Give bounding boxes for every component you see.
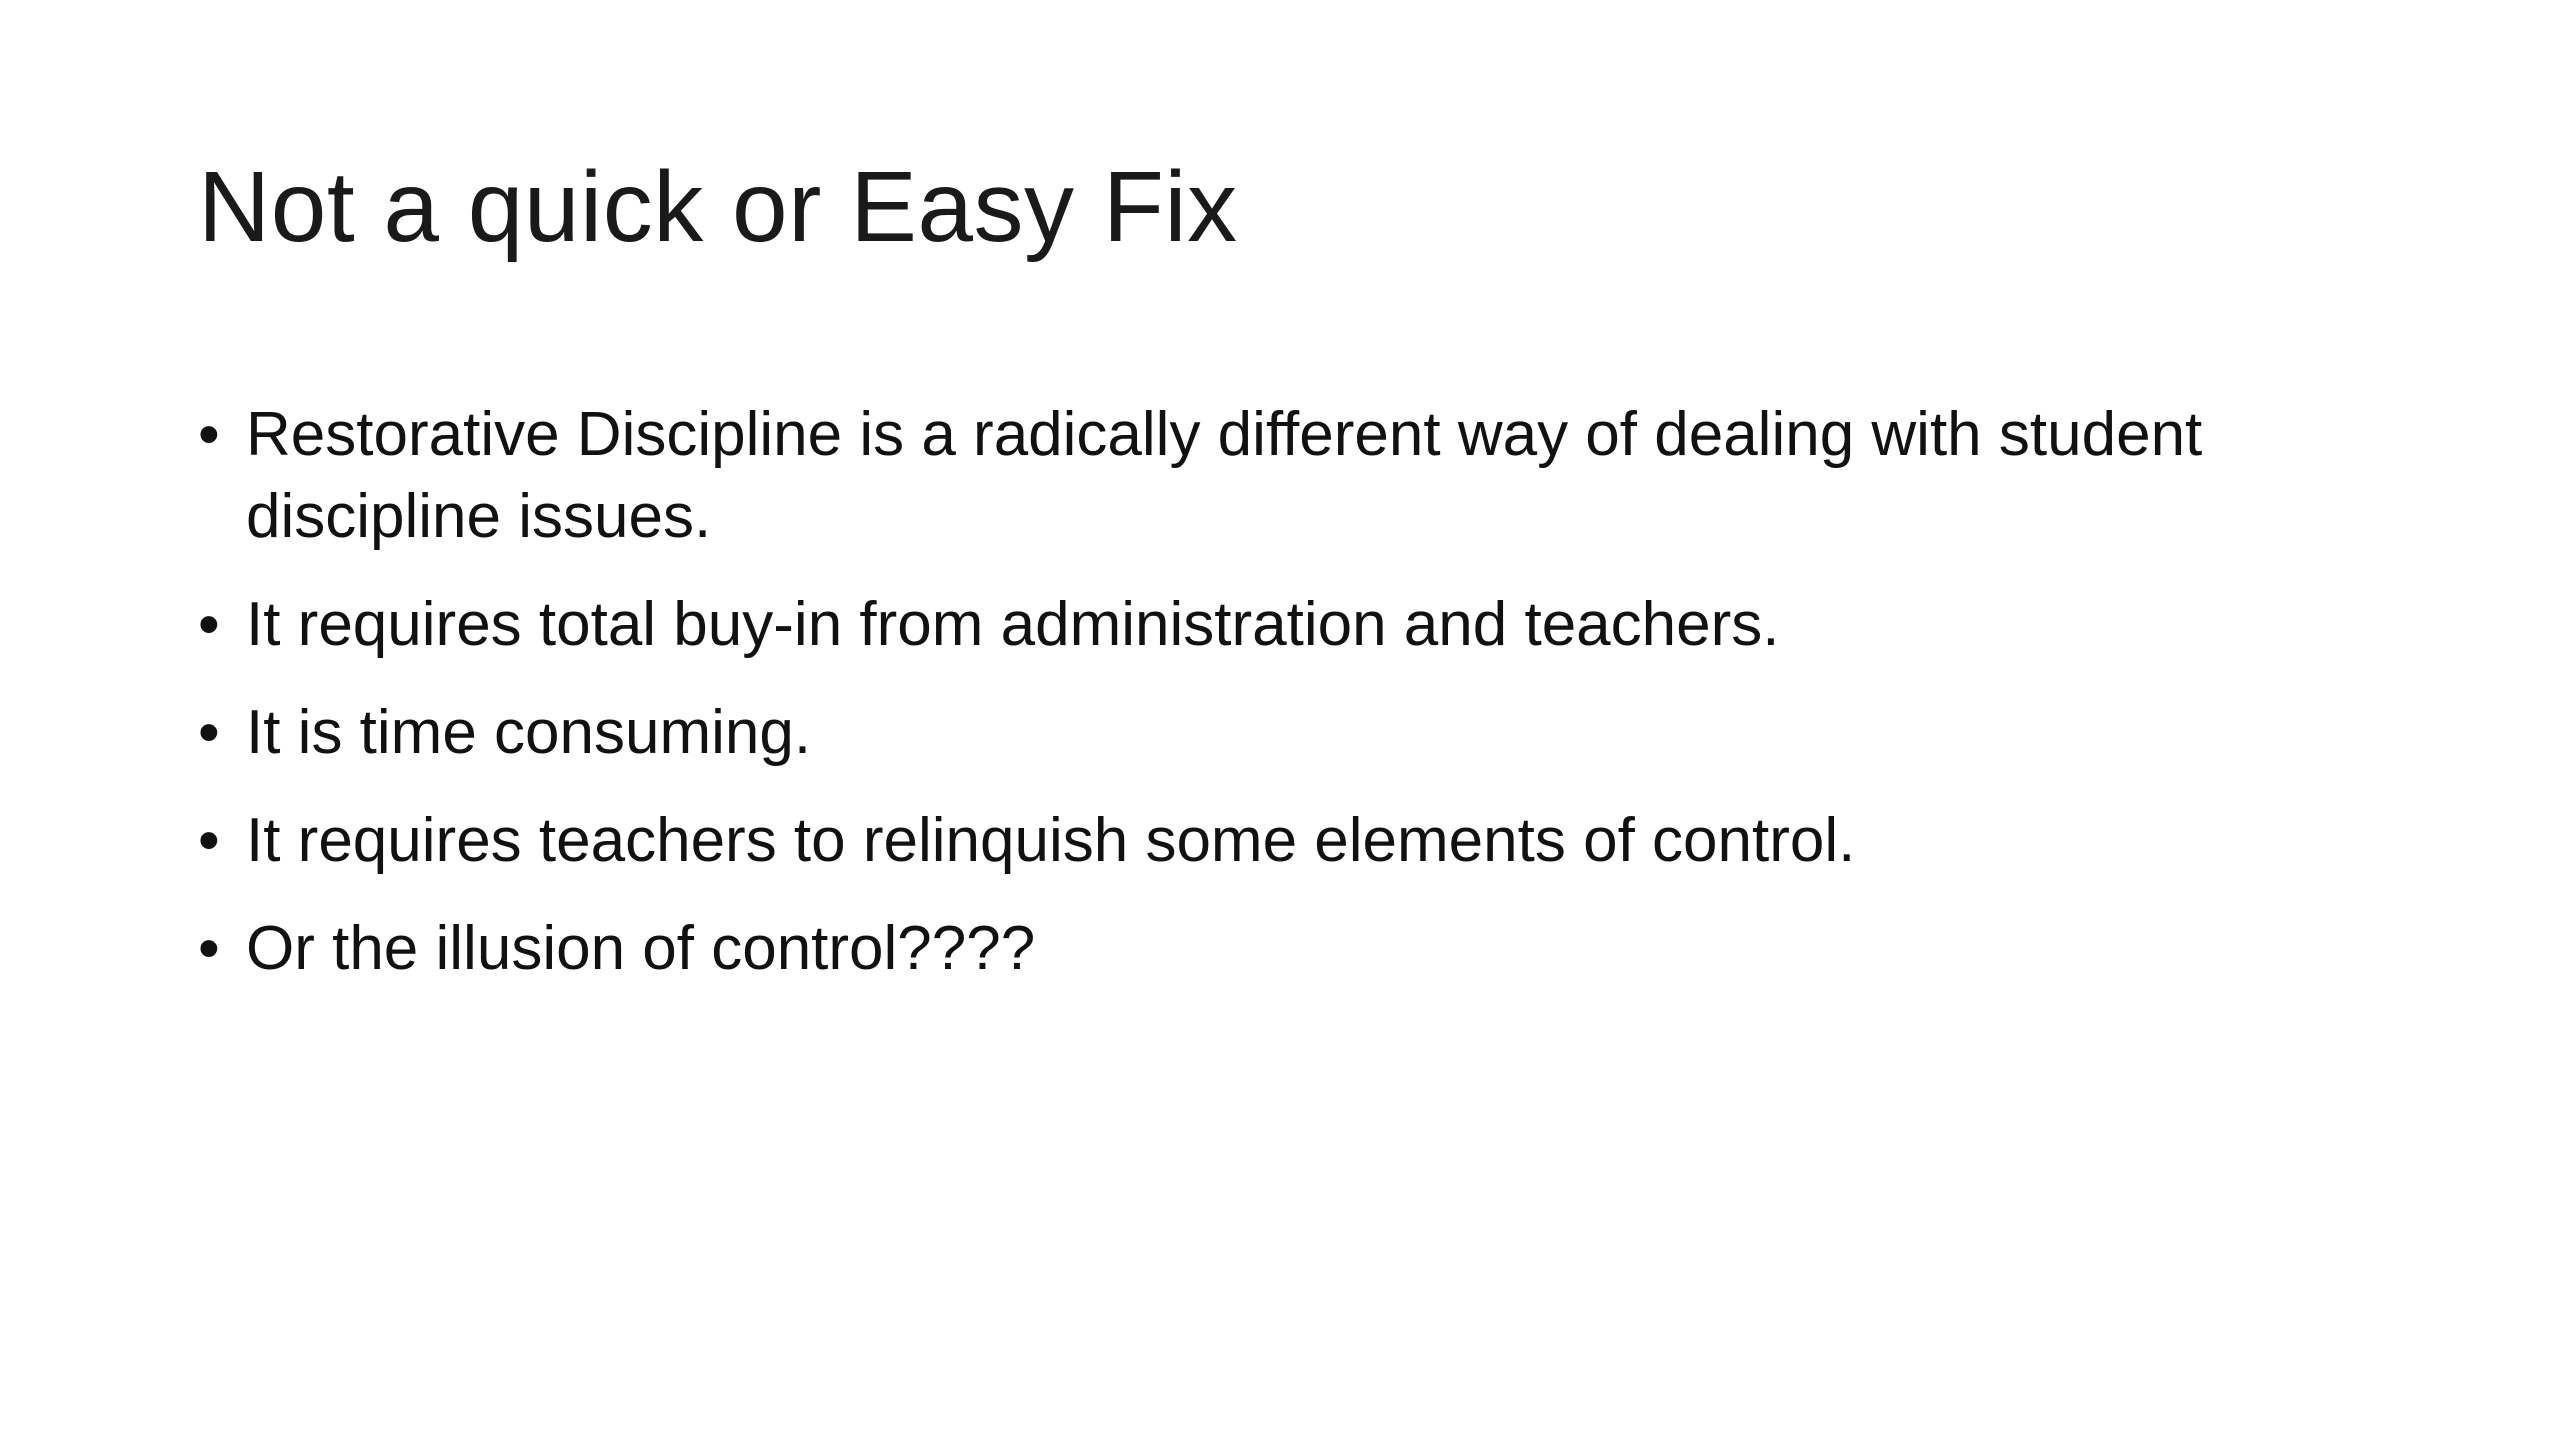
bullet-text: It requires total buy-in from administration and teachers. (246, 590, 1780, 659)
bullet-text: Restorative Discipline is a radically different way of dealing with student discipline issues. (246, 400, 2203, 551)
bullet-item (198, 908, 2348, 990)
bullet-dot-icon: • (198, 698, 220, 767)
bullet-list (198, 394, 2348, 1016)
bullet-item (198, 692, 2348, 774)
bullet-dot-icon: • (198, 806, 220, 875)
slide-title: Not a quick or Easy Fix (198, 151, 1238, 263)
bullet-text: It requires teachers to relinquish some elements of control. (246, 806, 1856, 875)
bullet-dot-icon: • (198, 914, 220, 983)
bullet-item (198, 800, 2348, 882)
bullet-text: It is time consuming. (246, 698, 812, 767)
bullet-dot-icon: • (198, 590, 220, 659)
bullet-text: Or the illusion of control???? (246, 914, 1036, 983)
bullet-dot-icon: • (198, 400, 220, 469)
bullet-item (198, 394, 2348, 558)
bullet-item (198, 584, 2348, 666)
